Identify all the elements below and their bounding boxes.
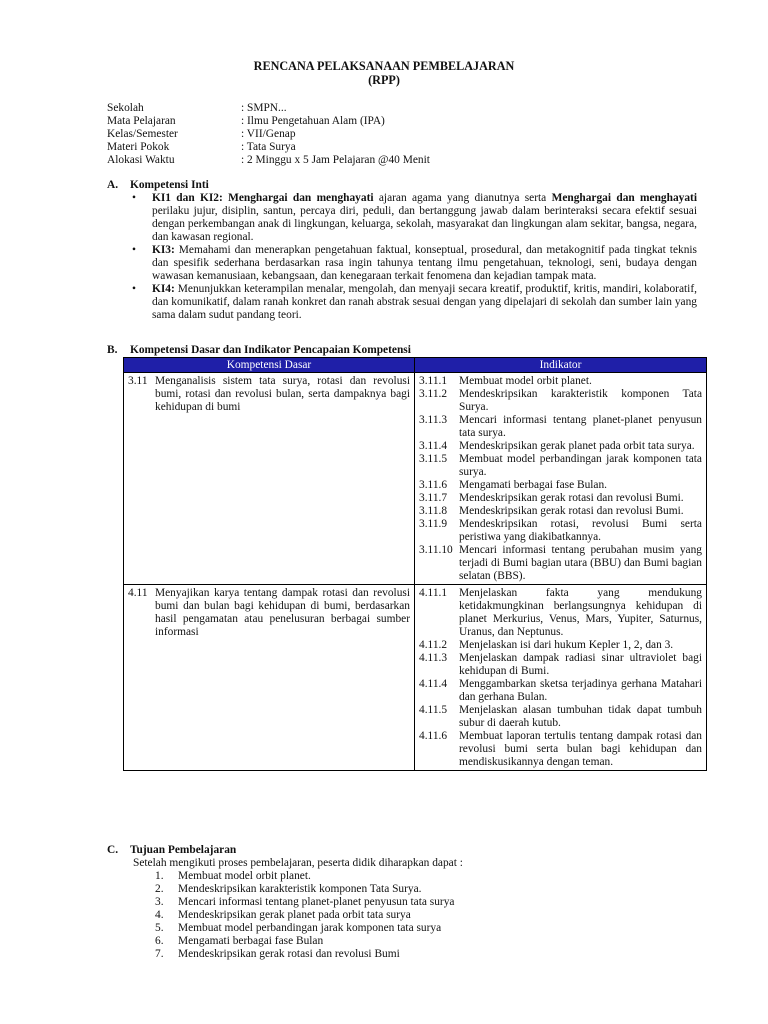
tujuan-text: Mencari informasi tentang planet-planet penyusun tata surya [178,896,455,908]
tujuan-item [155,948,454,961]
indicator-code: 3.11.1 [419,375,448,387]
tujuan-number: 3. [155,896,164,908]
indicator-item [419,639,702,652]
indicator-code: 3.11.10 [419,544,453,556]
indicator-code: 4.11.5 [419,704,448,716]
section-letter: A. [107,179,119,191]
indicator-text: Mendeskripsikan gerak rotasi dan revolusi Bumi. [459,505,684,517]
tujuan-item [155,922,454,935]
tujuan-intro: Setelah mengikuti proses pembelajaran, peserta didik diharapkan dapat : [133,857,463,869]
text-run: ajaran agama yang dianutnya serta [373,192,552,204]
section-a-heading [107,179,209,192]
document-title: RENCANA PELAKSANAAN PEMBELAJARAN [253,59,515,73]
bold-run: KI3: [152,244,175,256]
identity-row [107,154,430,167]
indicator-text: Mendeskripsikan gerak rotasi dan revolusi Bumi. [459,492,684,504]
indicator-code: 4.11.2 [419,639,448,651]
indicator-cell [415,373,707,585]
identity-value: : VII/Genap [241,128,296,140]
kd-entry [128,375,410,414]
table-body [124,373,707,771]
indicator-item [419,375,702,388]
indicator-item [419,440,702,453]
identity-label: Alokasi Waktu [107,154,175,166]
identity-label: Materi Pokok [107,141,170,153]
ki-item [130,244,697,283]
tujuan-item [155,909,454,922]
indicator-text: Mencari informasi tentang perubahan musim yang terjadi di Bumi bagian utara (BBU) dan Bumi bagian selatan (BBS). [459,544,702,582]
document-subtitle: (RPP) [368,73,400,87]
tujuan-number: 7. [155,948,164,960]
bold-run: KI4: [152,283,175,295]
tujuan-number: 6. [155,935,164,947]
table-row [124,585,707,771]
tujuan-item [155,870,454,883]
indicator-item [419,414,702,440]
identity-row [107,102,430,115]
indicator-text: Mencari informasi tentang planet-planet penyusun tata surya. [459,414,702,439]
column-header-kd: Kompetensi Dasar [124,358,415,373]
kd-cell [124,373,415,585]
tujuan-item [155,935,454,948]
ki-text [152,283,697,321]
tujuan-number: 4. [155,909,164,921]
indicator-item [419,730,702,769]
indicator-code: 3.11.3 [419,414,448,426]
bullet-icon: • [132,192,136,204]
indicator-item [419,678,702,704]
kd-code: 3.11 [128,375,148,387]
identity-value: : SMPN... [241,102,287,114]
ki-item [130,192,697,244]
indicator-item [419,388,702,414]
identity-value: : Tata Surya [241,141,296,153]
indicator-code: 4.11.4 [419,678,448,690]
section-letter: B. [107,344,118,356]
tujuan-item [155,896,454,909]
kd-text: Menyajikan karya tentang dampak rotasi dan revolusi bumi dan bulan bagi kehidupan di bumi, berdasarkan hasil pengamatan atau penelusuran berbagai sumber informasi [155,587,410,638]
bold-run: KI1 dan KI2: Menghargai dan menghayati [152,192,374,204]
ki-text [152,192,697,243]
identity-row [107,128,430,141]
indicator-cell [415,585,707,771]
identity-block [107,102,430,167]
indicator-text: Mendeskripsikan gerak planet pada orbit tata surya. [459,440,695,452]
indicator-item [419,544,702,583]
tujuan-text: Membuat model perbandingan jarak komponen tata surya [178,922,442,934]
identity-label: Kelas/Semester [107,128,178,140]
indicator-item [419,518,702,544]
tujuan-text: Mendeskripsikan gerak planet pada orbit tata surya [178,909,411,921]
identity-row [107,141,430,154]
indicator-text: Membuat model perbandingan jarak komponen tata surya. [459,453,702,478]
indicator-text: Menjelaskan dampak radiasi sinar ultraviolet bagi kehidupan di Bumi. [459,652,702,677]
ki-text [152,244,697,282]
identity-label: Mata Pelajaran [107,115,176,127]
tujuan-number: 5. [155,922,164,934]
indicator-item [419,479,702,492]
indicator-code: 3.11.9 [419,518,448,530]
indicator-text: Membuat model orbit planet. [459,375,592,387]
bullet-icon: • [132,244,136,256]
indicator-item [419,492,702,505]
section-b-heading [107,344,411,357]
ki-item [130,283,697,322]
bold-run: Menghargai dan menghayati [551,192,697,204]
indicator-text: Menjelaskan fakta yang mendukung ketidakmungkinan berlangsungnya kehidupan di planet Merkurius, Venus, Mars, Yupiter, Saturnus, Uranus, dan Neptunus. [459,587,702,638]
identity-row [107,115,430,128]
column-header-indikator: Indikator [415,358,707,373]
text-run: perilaku jujur, disiplin, santun, percaya diri, peduli, dan bertanggung jawab dalam berinteraksi secara efektif sesuai dengan perkembangan anak di lingkungan, keluarga, sekolah, masyarakat dan lingkungan alam sekitar, bangsa, negara, dan kawasan regional. [152,205,697,243]
tujuan-list [155,870,454,961]
indicator-text: Mendeskripsikan rotasi, revolusi Bumi serta peristiwa yang diakibatkannya. [459,518,702,543]
indicator-item [419,587,702,639]
indicator-code: 4.11.3 [419,652,448,664]
indicator-item [419,704,702,730]
section-title: Kompetensi Dasar dan Indikator Pencapaian Kompetensi [130,344,411,356]
section-title: Kompetensi Inti [130,179,209,191]
indicator-text: Menggambarkan sketsa terjadinya gerhana Matahari dan gerhana Bulan. [459,678,702,703]
indicator-item [419,652,702,678]
table-header-row [124,358,707,373]
identity-value: : 2 Minggu x 5 Jam Pelajaran @40 Menit [241,154,430,166]
tujuan-item [155,883,454,896]
indicator-code: 4.11.6 [419,730,448,742]
text-run: Memahami dan menerapkan pengetahuan faktual, konseptual, prosedural, dan metakognitif pada tingkat teknis dan spesifik sederhana berdasarkan rasa ingin tahunya tentang ilmu pengetahuan, teknologi, seni, budaya dengan wawasan kemanusiaan, kebangsaan, dan kenegaraan terkait fenomena dan kejadian tampak mata. [152,244,697,282]
indicator-code: 3.11.8 [419,505,448,517]
kd-entry [128,587,410,639]
kompetensi-inti-list [130,192,697,322]
kd-text: Menganalisis sistem tata surya, rotasi dan revolusi bumi, rotasi dan revolusi bulan, serta dampaknya bagi kehidupan di bumi [155,375,410,413]
identity-label: Sekolah [107,102,144,114]
text-run: Menunjukkan keterampilan menalar, mengolah, dan menyaji secara kreatif, produktif, kritis, mandiri, kolaboratif, dan komunikatif, dalam ranah konkret dan ranah abstrak sesuai dengan yang dipelajari di sekolah dan sumber lain yang sama dalam sudut pandang teori. [152,283,697,321]
section-letter: C. [107,844,119,856]
indicator-text: Mendeskripsikan karakteristik komponen Tata Surya. [459,388,702,413]
tujuan-number: 2. [155,883,164,895]
tujuan-text: Mengamati berbagai fase Bulan [178,935,324,947]
kd-code: 4.11 [128,587,148,599]
kd-cell [124,585,415,771]
identity-value: : Ilmu Pengetahuan Alam (IPA) [241,115,385,127]
indicator-code: 3.11.7 [419,492,448,504]
indicator-item [419,453,702,479]
tujuan-text: Mendeskripsikan gerak rotasi dan revolusi Bumi [178,948,400,960]
indicator-code: 3.11.2 [419,388,448,400]
indicator-item [419,505,702,518]
indicator-code: 3.11.5 [419,453,448,465]
indicator-code: 4.11.1 [419,587,448,599]
tujuan-number: 1. [155,870,164,882]
indicator-text: Membuat laporan tertulis tentang dampak rotasi dan revolusi bumi serta bulan bagi kehidupan dan mendiskusikannya dengan teman. [459,730,702,768]
bullet-icon: • [132,283,136,295]
section-title: Tujuan Pembelajaran [130,844,237,856]
indicator-code: 3.11.6 [419,479,448,491]
kd-indicator-table [123,357,707,771]
indicator-text: Menjelaskan isi dari hukum Kepler 1, 2, dan 3. [459,639,674,651]
indicator-code: 3.11.4 [419,440,448,452]
table-row [124,373,707,585]
tujuan-text: Membuat model orbit planet. [178,870,311,882]
indicator-text: Menjelaskan alasan tumbuhan tidak dapat tumbuh subur di daerah kutub. [459,704,702,729]
section-c-heading [107,844,236,857]
tujuan-text: Mendeskripsikan karakteristik komponen Tata Surya. [178,883,422,895]
indicator-text: Mengamati berbagai fase Bulan. [459,479,608,491]
